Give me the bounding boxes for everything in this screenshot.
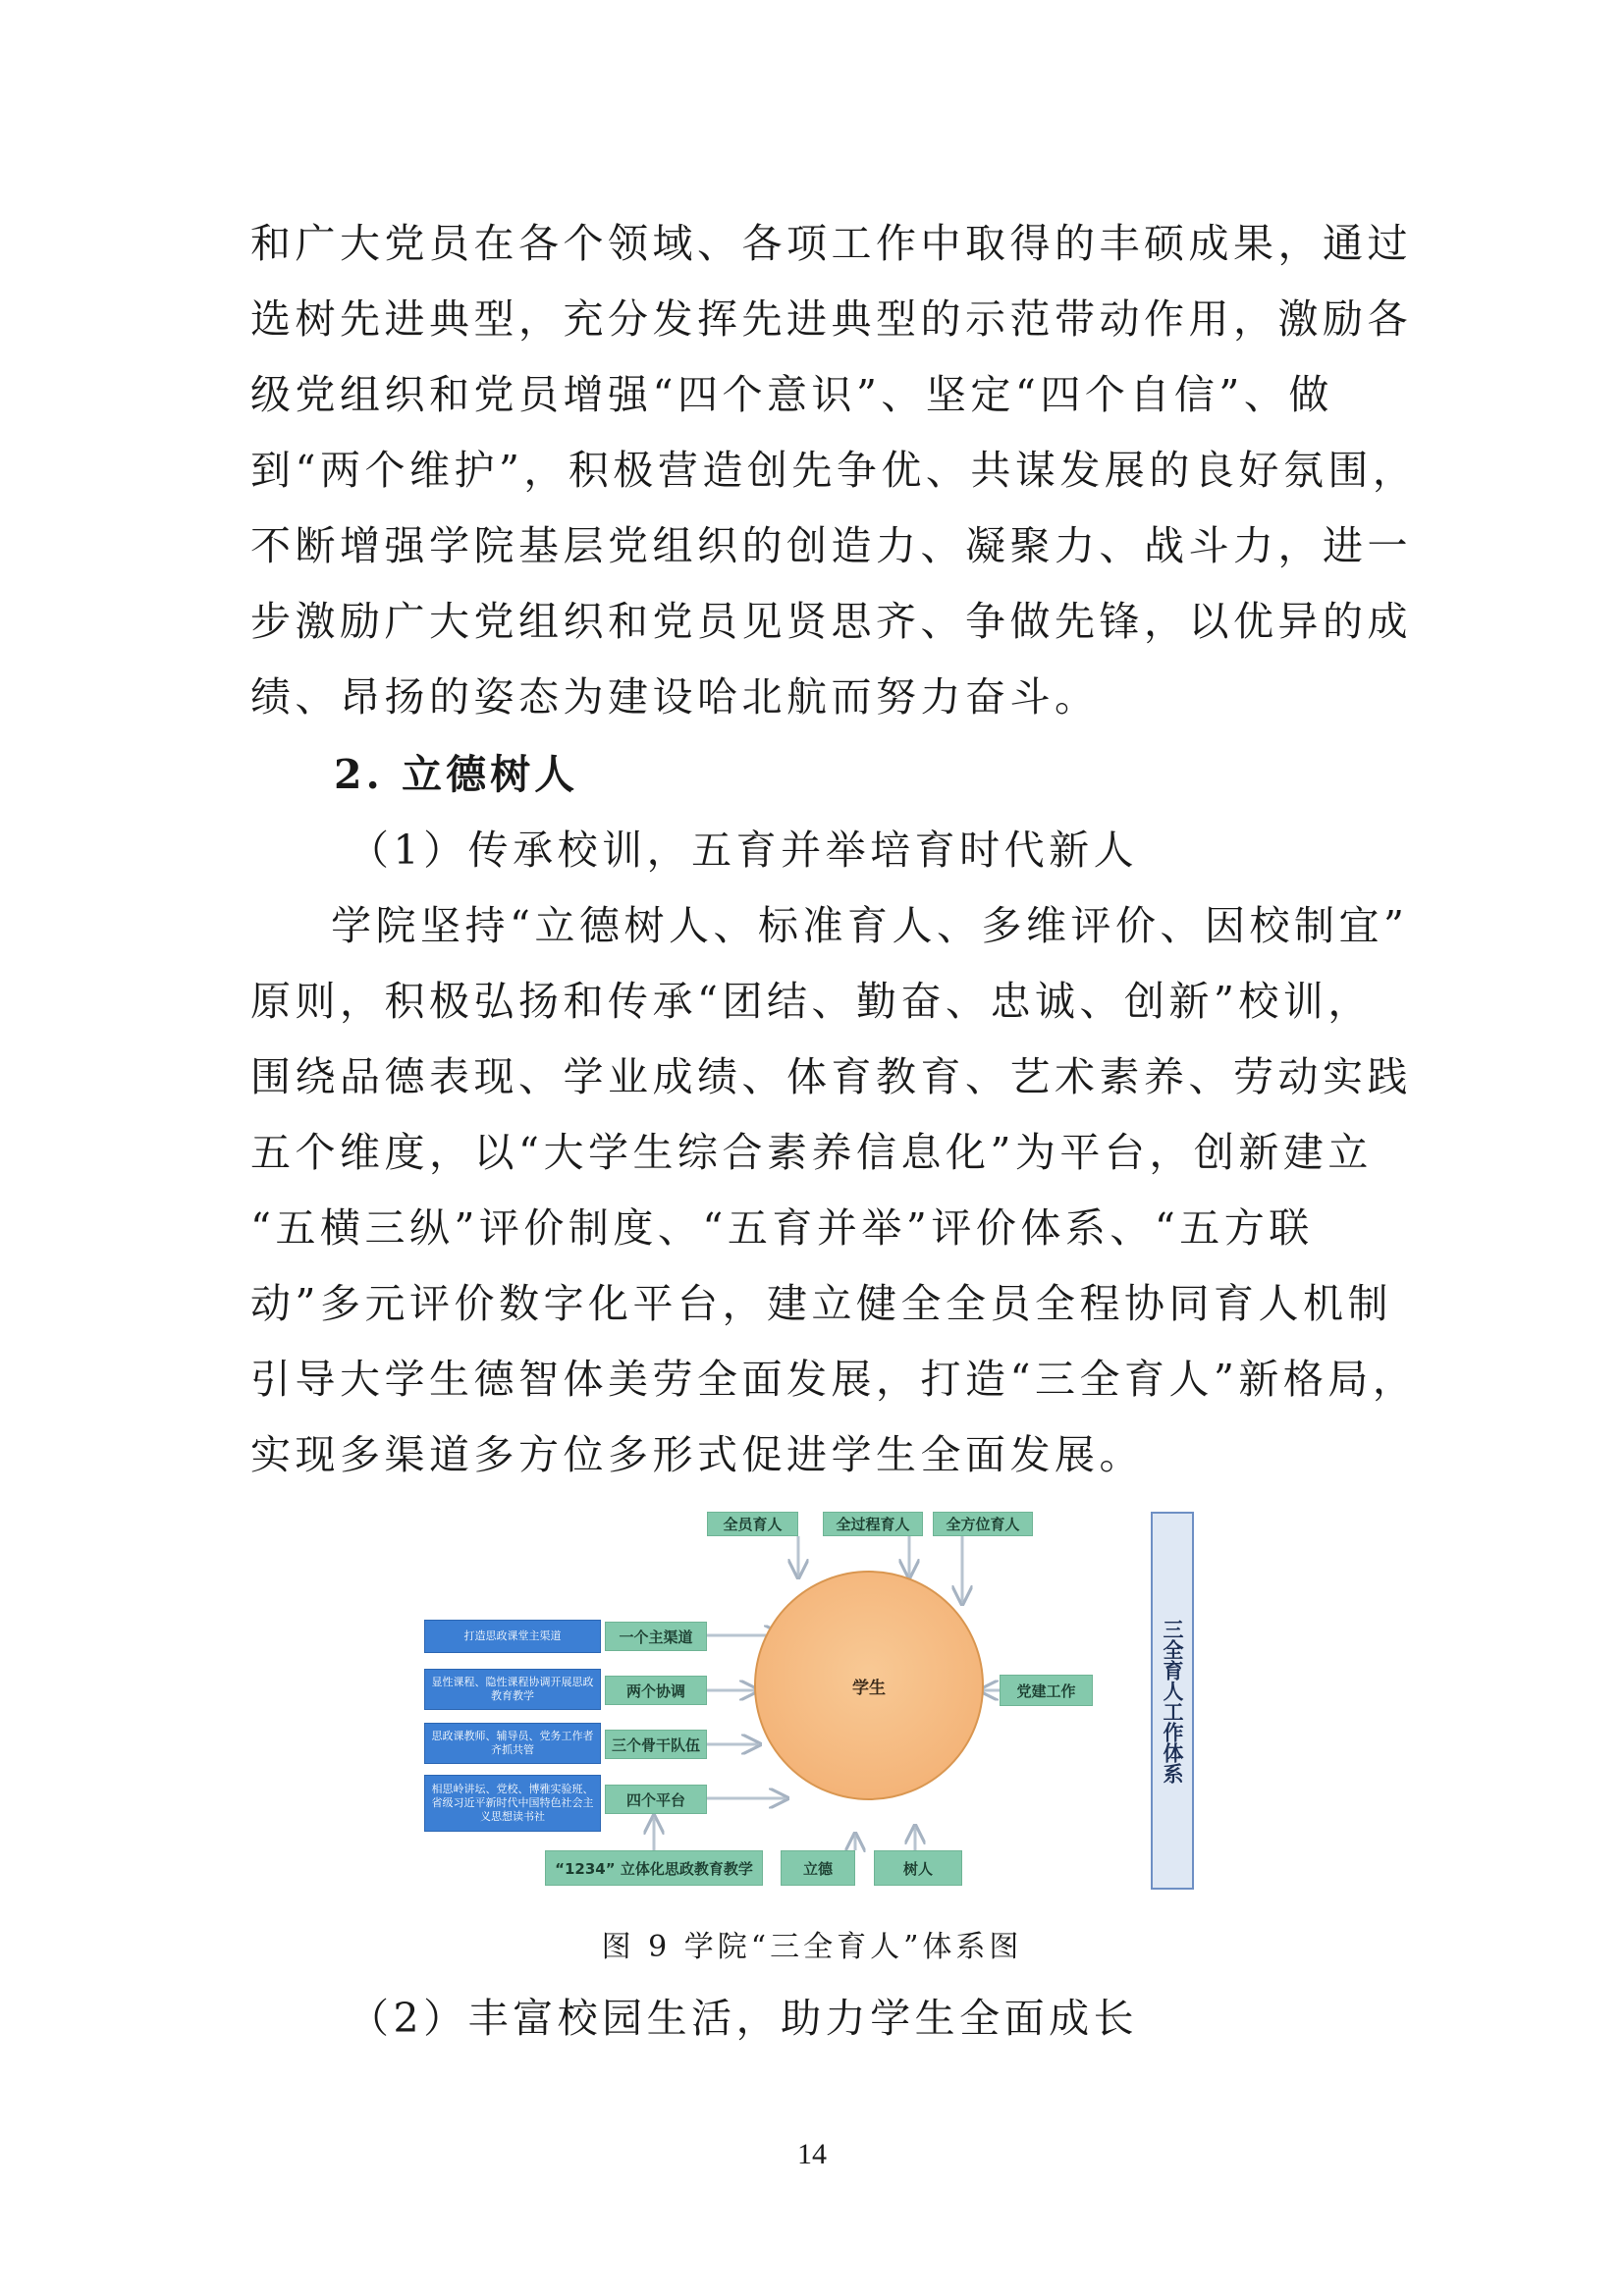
left-green-box-4: 四个平台 xyxy=(605,1785,707,1814)
text-line: 引导大学生德智体美劳全面发展，打造“三全育人”新格局， xyxy=(250,1356,1418,1403)
left-green-box-1: 一个主渠道 xyxy=(605,1622,707,1651)
text-line: 和广大党员在各个领域、各项工作中取得的丰硕成果，通过 xyxy=(250,220,1412,267)
bottom-box-shuren: 树人 xyxy=(874,1850,962,1886)
text-line: 五个维度，以“大学生综合素养信息化”为平台，创新建立 xyxy=(250,1129,1373,1176)
student-circle: 学生 xyxy=(754,1571,984,1800)
text-line: 动”多元评价数字化平台，建立健全全员全程协同育人机制 xyxy=(250,1280,1392,1327)
top-box-all-directions: 全方位育人 xyxy=(933,1512,1033,1536)
text-line: 不断增强学院基层党组织的创造力、凝聚力、战斗力，进一 xyxy=(250,522,1412,569)
left-blue-box-4: 相思岭讲坛、党校、博雅实验班、省级习近平新时代中国特色社会主义思想读书社 xyxy=(424,1775,601,1832)
vertical-label-box: 三全育人工作体系 xyxy=(1151,1512,1194,1890)
page-number: 14 xyxy=(797,2138,827,2170)
figure-caption: 图 9 学院“三全育人”体系图 xyxy=(601,1930,1023,1964)
left-green-box-2: 两个协调 xyxy=(605,1676,707,1705)
right-box-party-building: 党建工作 xyxy=(1000,1675,1093,1706)
left-blue-box-1: 打造思政课堂主渠道 xyxy=(424,1620,601,1653)
text-line: 级党组织和党员增强“四个意识”、坚定“四个自信”、做 xyxy=(250,371,1333,418)
left-blue-box-2: 显性课程、隐性课程协调开展思政教育教学 xyxy=(424,1669,601,1710)
bottom-box-lide: 立德 xyxy=(781,1850,855,1886)
paragraph-2 xyxy=(250,888,1418,1493)
text-line: 实现多渠道多方位多形式促进学生全面发展。 xyxy=(250,1431,1144,1478)
text-line: 学院坚持“立德树人、标准育人、多维评价、因校制宜” xyxy=(331,902,1409,949)
top-box-all-staff: 全员育人 xyxy=(707,1512,798,1536)
paragraph-1 xyxy=(250,206,1418,735)
three-all-education-diagram xyxy=(412,1512,1198,1890)
text-line: 选树先进典型，充分发挥先进典型的示范带动作用，激励各 xyxy=(250,295,1412,343)
subsection-heading-1: （1）传承校训，五育并举培育时代新人 xyxy=(349,827,1139,874)
left-blue-box-3: 思政课教师、辅导员、党务工作者齐抓共管 xyxy=(424,1723,601,1764)
text-line: “五横三纵”评价制度、“五育并举”评价体系、“五方联 xyxy=(250,1204,1314,1252)
top-box-whole-process: 全过程育人 xyxy=(823,1512,923,1536)
text-line: 步激励广大党组织和党员见贤思齐、争做先锋，以优异的成 xyxy=(250,598,1412,645)
left-green-box-3: 三个骨干队伍 xyxy=(605,1730,707,1759)
text-line: 原则，积极弘扬和传承“团结、勤奋、忠诚、创新”校训， xyxy=(250,978,1373,1025)
bottom-box-1234: “1234” 立体化思政教育教学 xyxy=(545,1850,763,1886)
section-heading: 2. 立德树人 xyxy=(334,751,579,798)
text-line: 绩、昂扬的姿态为建设哈北航而努力奋斗。 xyxy=(250,673,1100,721)
subsection-heading-2: （2）丰富校园生活，助力学生全面成长 xyxy=(349,1995,1139,2042)
text-line: 到“两个维护”，积极营造创先争优、共谋发展的良好氛围， xyxy=(250,447,1418,494)
text-line: 围绕品德表现、学业成绩、体育教育、艺术素养、劳动实践 xyxy=(250,1053,1412,1100)
